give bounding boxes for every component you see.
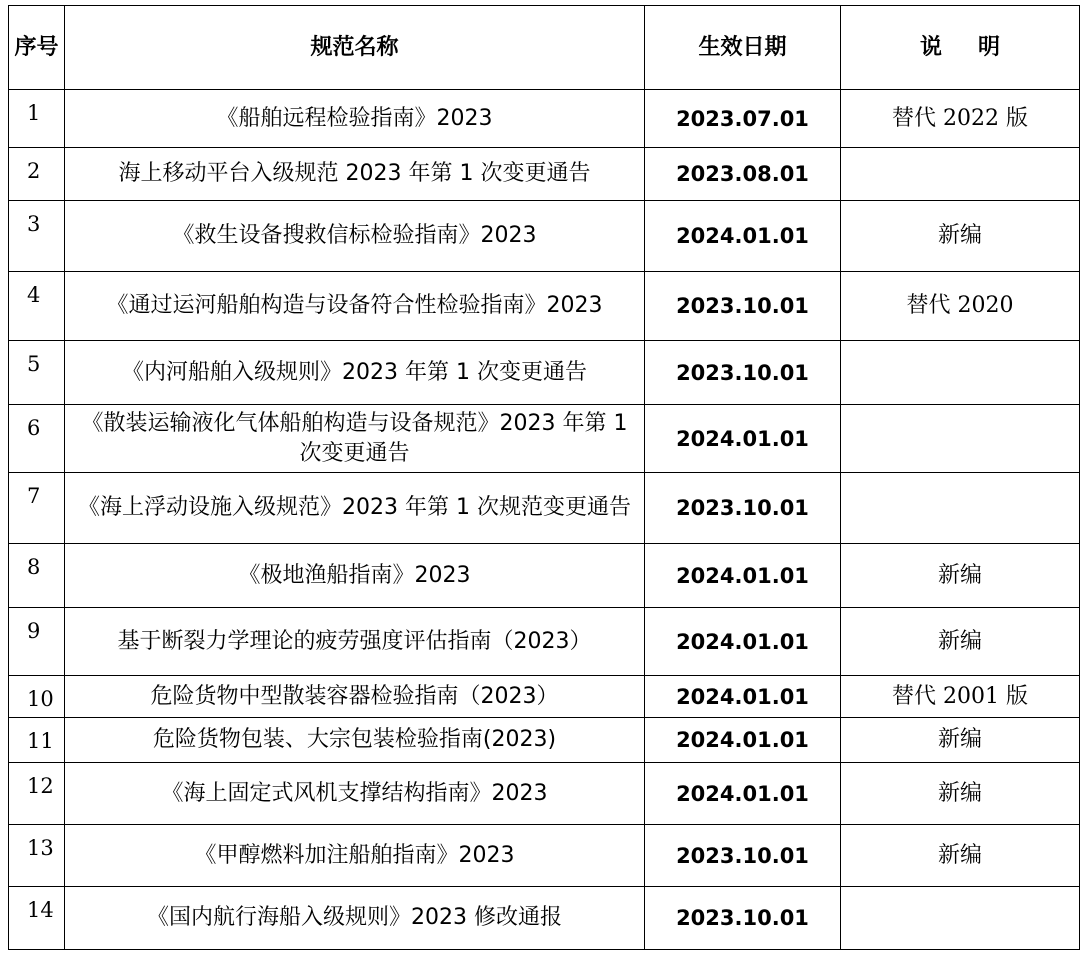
cell-remarks [841,148,1080,201]
cell-remarks [841,473,1080,544]
cell-remarks: 替代 2001 版 [841,676,1080,718]
header-regulation-name: 规范名称 [65,6,645,90]
cell-regulation-name: 《国内航行海船入级规则》2023 修改通报 [65,887,645,950]
cell-regulation-name: 危险货物中型散装容器检验指南（2023） [65,676,645,718]
table-row [9,825,1080,887]
cell-remarks [841,341,1080,405]
table-row [9,405,1080,473]
cell-effective-date: 2023.08.01 [645,148,841,201]
cell-serial-number: 1 [9,90,65,148]
table-row [9,148,1080,201]
cell-serial-number: 4 [9,272,65,341]
cell-regulation-name: 《通过运河船舶构造与设备符合性检验指南》2023 [65,272,645,341]
cell-remarks: 新编 [841,718,1080,763]
cell-serial-number: 13 [9,825,65,887]
header-remarks-label: 说明 [919,34,1036,60]
cell-effective-date: 2024.01.01 [645,608,841,676]
table-row [9,473,1080,544]
cell-serial-number: 7 [9,473,65,544]
cell-regulation-name: 危险货物包装、大宗包装检验指南(2023) [65,718,645,763]
cell-regulation-name: 《极地渔船指南》2023 [65,544,645,608]
cell-serial-number: 3 [9,201,65,272]
cell-remarks: 新编 [841,201,1080,272]
cell-serial-number: 14 [9,887,65,950]
cell-serial-number: 6 [9,405,65,473]
header-serial-number: 序号 [9,6,65,90]
cell-regulation-name: 《甲醇燃料加注船舶指南》2023 [65,825,645,887]
cell-effective-date: 2024.01.01 [645,405,841,473]
table-row [9,90,1080,148]
table-header-row [9,6,1080,90]
cell-effective-date: 2023.10.01 [645,825,841,887]
cell-effective-date: 2023.07.01 [645,90,841,148]
cell-effective-date: 2024.01.01 [645,763,841,825]
header-remarks [841,6,1080,90]
regulations-table [8,5,1080,950]
cell-serial-number: 2 [9,148,65,201]
cell-remarks: 新编 [841,608,1080,676]
cell-effective-date: 2023.10.01 [645,473,841,544]
cell-effective-date: 2024.01.01 [645,718,841,763]
table-row [9,544,1080,608]
cell-serial-number: 9 [9,608,65,676]
cell-remarks: 替代 2020 [841,272,1080,341]
cell-serial-number: 12 [9,763,65,825]
table-row [9,887,1080,950]
table-row [9,676,1080,718]
table-row [9,272,1080,341]
cell-effective-date: 2023.10.01 [645,887,841,950]
table-row [9,763,1080,825]
cell-effective-date: 2023.10.01 [645,272,841,341]
cell-regulation-name: 《救生设备搜救信标检验指南》2023 [65,201,645,272]
cell-remarks: 新编 [841,825,1080,887]
cell-serial-number: 11 [9,718,65,763]
cell-regulation-name: 基于断裂力学理论的疲劳强度评估指南（2023） [65,608,645,676]
cell-regulation-name: 《内河船舶入级规则》2023 年第 1 次变更通告 [65,341,645,405]
header-effective-date: 生效日期 [645,6,841,90]
cell-serial-number: 5 [9,341,65,405]
cell-remarks: 新编 [841,763,1080,825]
table-row [9,341,1080,405]
table-row [9,201,1080,272]
cell-effective-date: 2023.10.01 [645,341,841,405]
table-body [9,90,1080,950]
cell-effective-date: 2024.01.01 [645,201,841,272]
cell-effective-date: 2024.01.01 [645,544,841,608]
cell-regulation-name: 海上移动平台入级规范 2023 年第 1 次变更通告 [65,148,645,201]
cell-regulation-name: 《散装运输液化气体船舶构造与设备规范》2023 年第 1 次变更通告 [65,405,645,473]
cell-remarks: 替代 2022 版 [841,90,1080,148]
cell-effective-date: 2024.01.01 [645,676,841,718]
cell-serial-number: 8 [9,544,65,608]
cell-regulation-name: 《海上固定式风机支撑结构指南》2023 [65,763,645,825]
cell-regulation-name: 《船舶远程检验指南》2023 [65,90,645,148]
cell-serial-number: 10 [9,676,65,718]
cell-remarks: 新编 [841,544,1080,608]
cell-regulation-name: 《海上浮动设施入级规范》2023 年第 1 次规范变更通告 [65,473,645,544]
cell-remarks [841,405,1080,473]
table-row [9,608,1080,676]
cell-remarks [841,887,1080,950]
table-row [9,718,1080,763]
